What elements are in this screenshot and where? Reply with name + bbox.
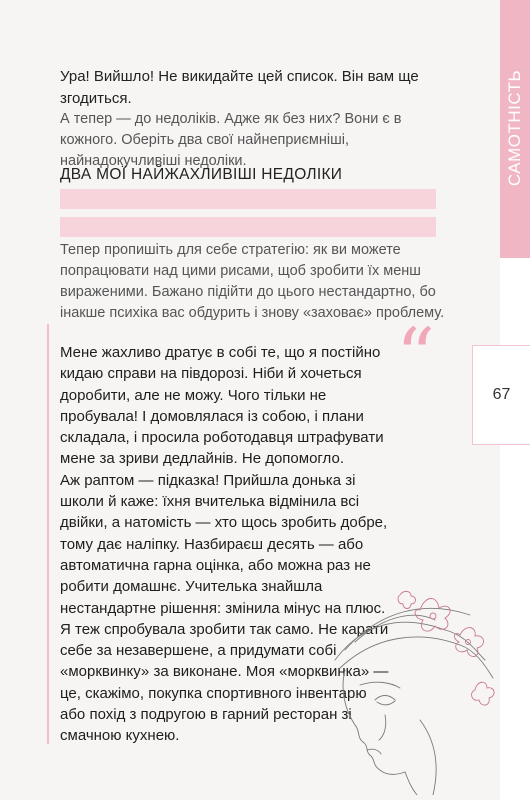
story-paragraph-2: Аж раптом — підказка! Прийшла донька зі школи й каже: їхня вчителька відмінила всі двійки, а натомість — хто щось зробить добре, тому дає наліпку. Назбираєш десять — або автоматична гарна оцінка, або можна раз не робити домашнє. Учителька знайшла нестандартне рішення: змінила мінус на плюс. <box>60 471 388 617</box>
answer-line-1[interactable] <box>60 189 436 209</box>
chapter-tab-label-wrap <box>500 8 530 248</box>
intro-bold-paragraph: Ура! Вийшло! Не викидайте цей список. Він вам ще згодиться. <box>60 68 419 107</box>
page-number: 67 <box>492 386 511 403</box>
story-paragraph-1: Мене жахливо дратує в собі те, що я постійно кидаю справи на півдорозі. Ніби й хочеться доробити, але не можу. Чого тільки не пробувала! І домовлялася із собою, і плани складала, і просила роботодавця штрафувати мене за зриви дедлайнів. Не допомогло. <box>60 344 384 468</box>
intro-paragraph: А тепер — до недоліків. Адже як без них? Вони є в кожного. Оберіть два свої найнеприємніші, найнадокучливіші недоліки. <box>60 111 402 169</box>
page-number-box <box>472 345 530 445</box>
chapter-tab-label: САМОТНІСТЬ <box>505 69 525 187</box>
story-paragraph-3: Я теж спробувала зробити так само. Не карати себе за незавершене, а придумати собі «морквинку» за виконане. Моя «морквинка» — це, скажімо, покупка спортивного інвентарю або похід з подругою в гарний ресторан зі смачною кухнею. <box>60 620 389 745</box>
quote-bar <box>47 324 49 744</box>
strategy-paragraph: Тепер пропишіть для себе стратегію: як ви можете попрацювати над цими рисами, щоб зробити їх менш вираженими. Бажано підійти до цього нестандартно, бо інакше психіка вас обдурить і знову «заховає» проблему. <box>60 242 445 321</box>
quote-mark-icon: “ <box>396 311 435 400</box>
section-heading: ДВА МОЇ НАЙЖАХЛИВІШІ НЕДОЛІКИ <box>60 166 343 183</box>
woman-face-line-illustration <box>325 590 505 795</box>
answer-line-2[interactable] <box>60 217 436 237</box>
